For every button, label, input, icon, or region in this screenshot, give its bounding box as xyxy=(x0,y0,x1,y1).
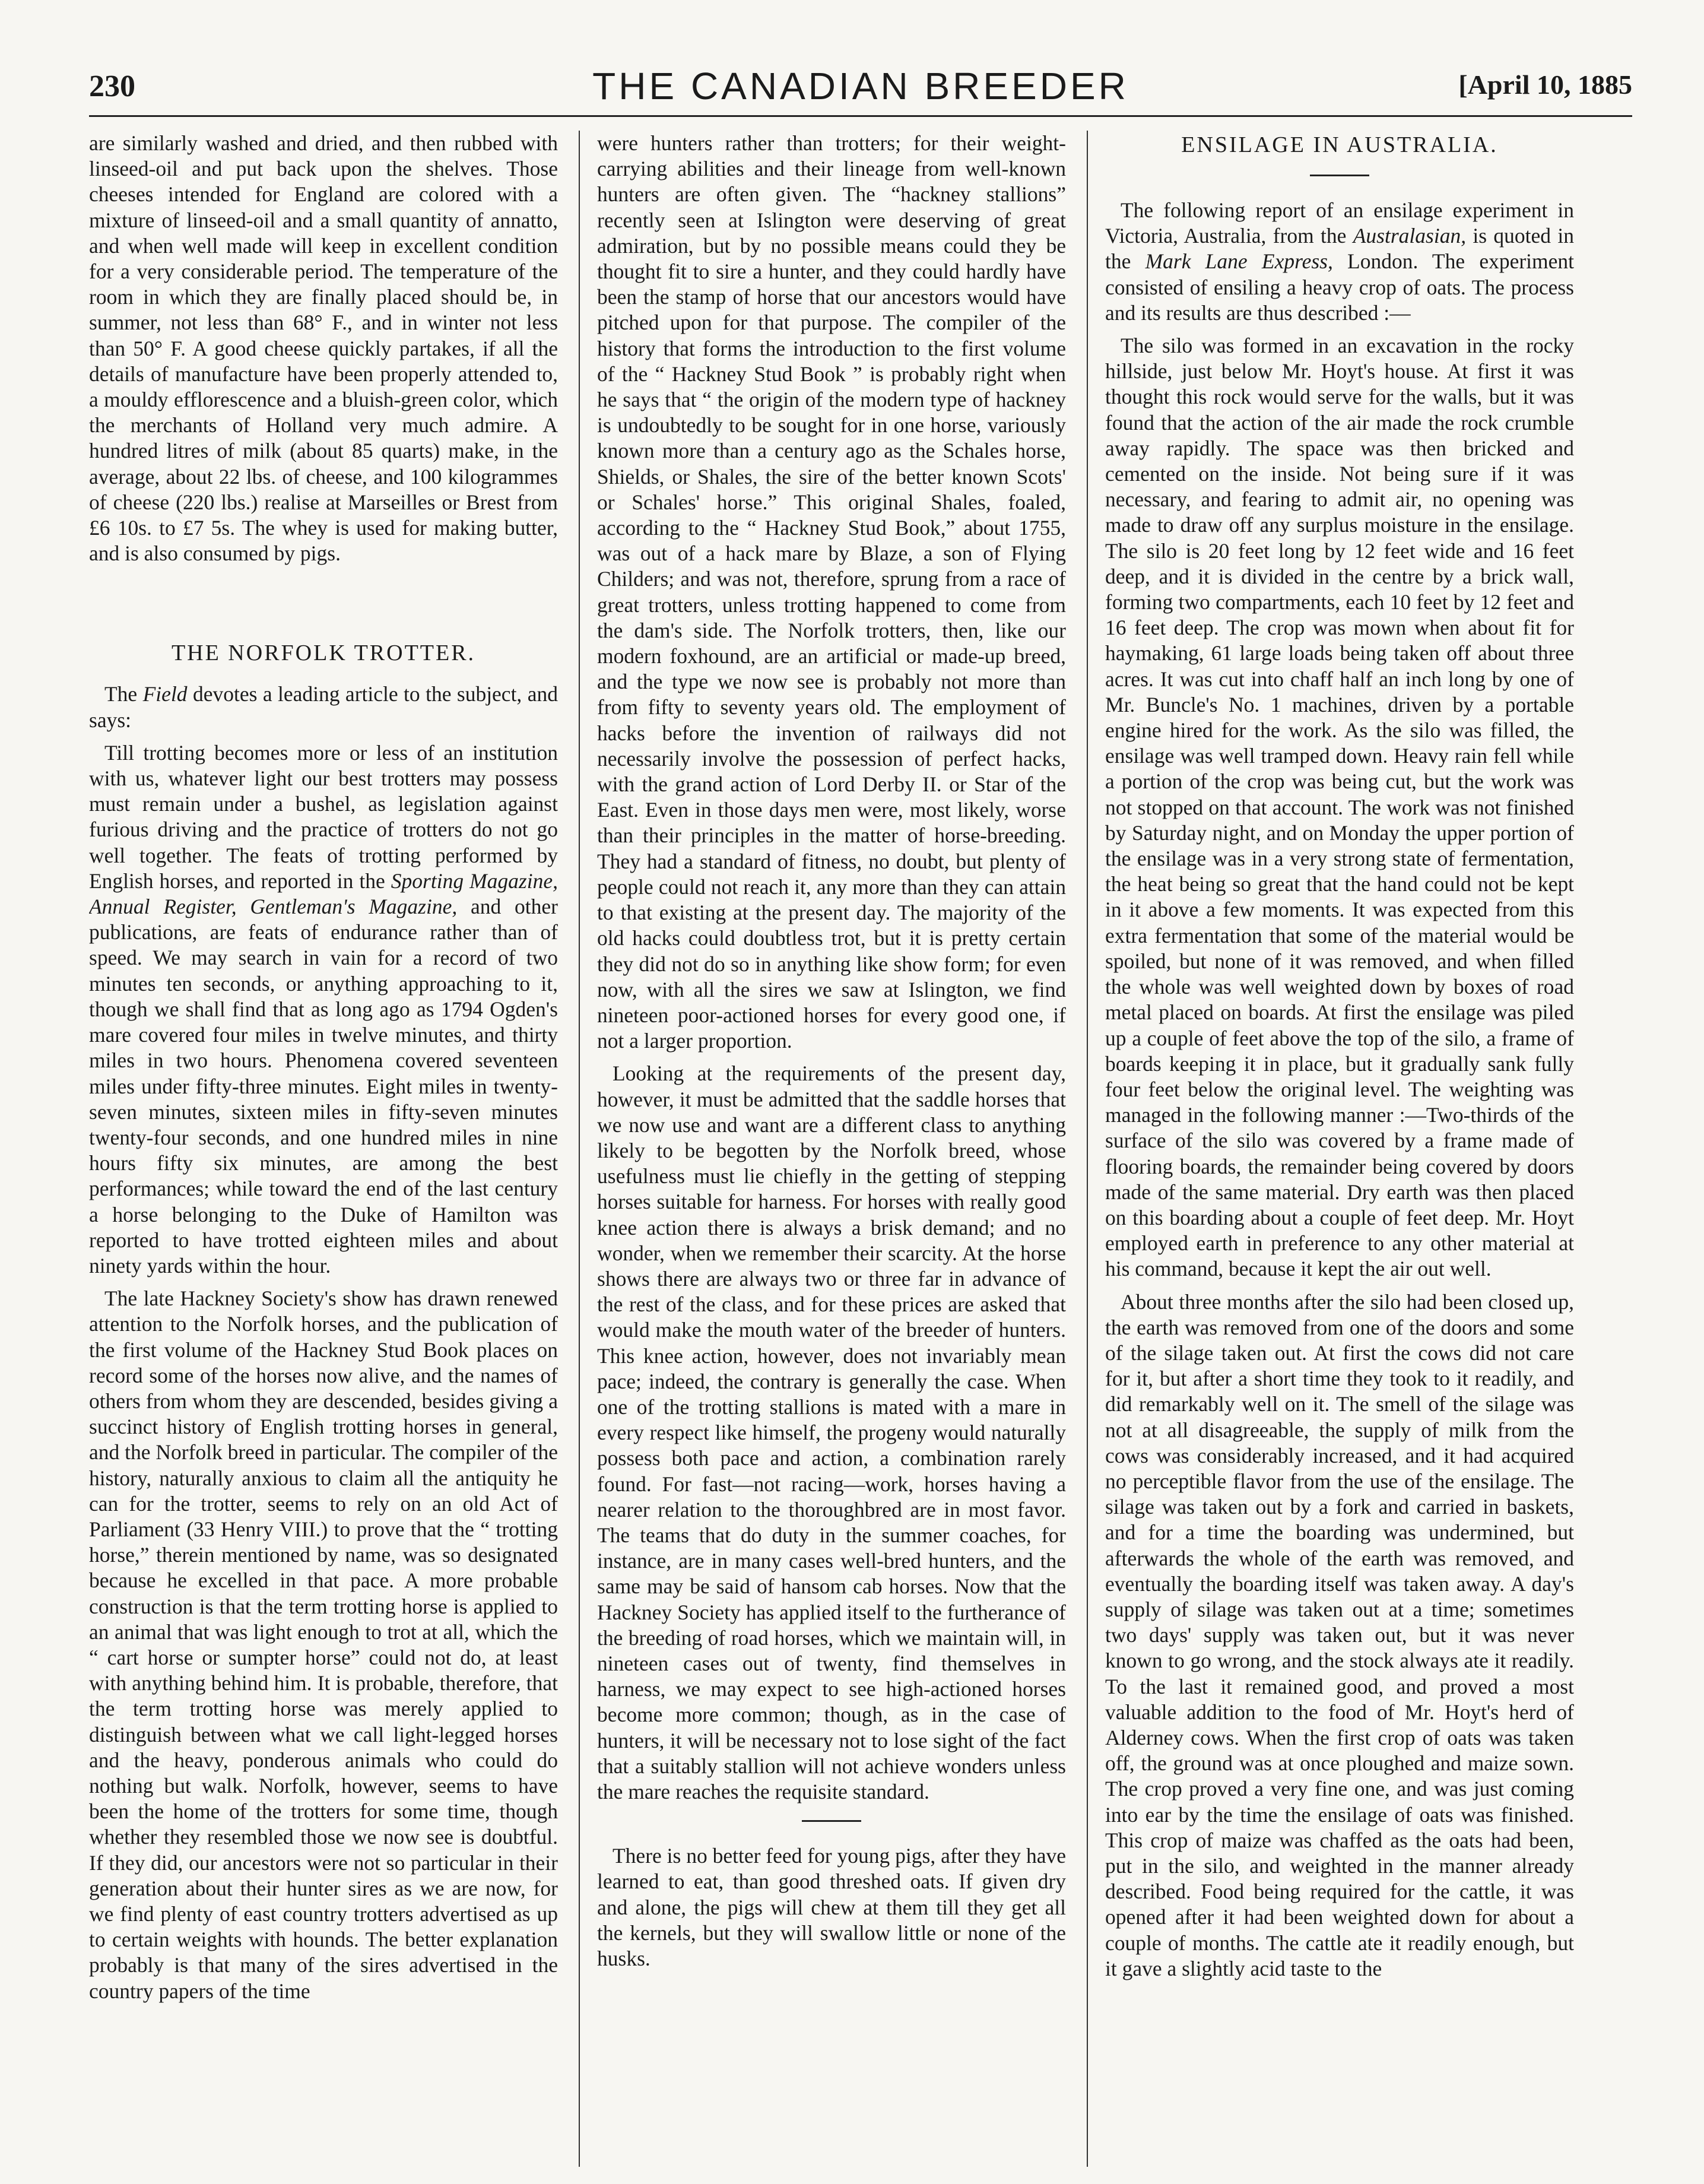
paragraph: are similarly washed and dried, and then rubbed with linseed-oil and put back upon the shelves. Those cheeses intended for England are colored with a mixture of linseed-oil and a small quantity of annatto, and when well made will keep in excellent condition for a very considerable period. The temperature of the room in which they are finally placed should be, in summer, not less than 68° F., and in winter not less than 50° F. A good cheese quickly partakes, if all the details of manufacture have been properly attended to, a mouldy efflorescence and a bluish-green color, which the merchants of Holland very much admire. A hundred litres of milk (about 85 quarts) make, in the average, about 22 lbs. of cheese, and 100 kilogrammes of cheese (220 lbs.) realise at Marseilles or Brest from £6 10s. to £7 5s. The whey is used for making butter, and is also consumed by pigs. xyxy=(89,131,558,566)
paragraph: The following report of an ensilage experiment in Victoria, Australia, from the Australasian, is quoted in the Mark Lane Express, London. The experiment consisted of ensiling a heavy crop of oats. The process and its results are thus described :— xyxy=(1105,198,1574,325)
column-2 xyxy=(597,131,1066,2161)
masthead-title: THE CANADIAN BREEDER xyxy=(592,65,1129,107)
article-heading: THE NORFOLK TROTTER. xyxy=(171,641,476,666)
heading-divider xyxy=(1310,175,1369,176)
article-heading: ENSILAGE IN AUSTRALIA. xyxy=(1181,132,1498,157)
column-1 xyxy=(89,131,558,2161)
paragraph: The late Hackney Society's show has drawn renewed attention to the Norfolk horses, and the publication of the first volume of the Hackney Stud Book places on record some of the horses now alive, and the names of others from whom they are descended, besides giving a succinct history of English trotting horses in general, and the Norfolk breed in particular. The compiler of the history, naturally anxious to claim all the antiquity he can for the trotter, seems to rely on an old Act of Parliament (33 Henry VIII.) to prove that the “ trotting horse,” therein mentioned by name, was so designated because he excelled in that pace. A more probable construction is that the term trotting horse is applied to an animal that was light enough to trot at all, which the “ cart horse or sumpter horse” could not do, at least with anything behind him. It is probable, therefore, that the term trotting horse was merely applied to distinguish between what we call light-legged horses and the heavy, ponderous animals who could do nothing but walk. Norfolk, however, seems to have been the home of the trotters for some time, though whether they resembled those we now see is doubtful. If they did, our ancestors were not so particular in their generation about their hunter sires as we are now, for we find plenty of east country trotters advertised as up to certain weights with hounds. The better explanation probably is that many of the sires advertised in the country papers of the time xyxy=(89,1286,558,2003)
paragraph: There is no better feed for young pigs, after they have learned to eat, than good threshed oats. If given dry and alone, the pigs will chew at them till they get all the kernels, but they will swallow little or none of the husks. xyxy=(597,1844,1066,1971)
paragraph: The Field devotes a leading article to the subject, and says: xyxy=(89,682,558,732)
paragraph: Till trotting becomes more or less of an institution with us, whatever light our best trotters may possess must remain under a bushel, as legislation against furious driving and the practice of trotters do not go well together. The feats of trotting performed by English horses, and reported in the Sporting Magazine, Annual Register, Gentleman's Magazine, and other publications, are feats of endurance rather than of speed. We may search in vain for a record of two minutes ten seconds, or anything approaching to it, though we shall find that as long ago as 1794 Ogden's mare covered four miles in twelve minutes, and thirty miles in two hours. Phenomena covered seventeen miles under fifty-three minutes. Eight miles in twenty-seven minutes, sixteen miles in fifty-seven minutes twenty-four seconds, and one hundred miles in nine hours fifty six minutes, are among the best performances; while toward the end of the last century a horse belonging to the Duke of Hamilton was reported to have trotted eighteen miles and about ninety yards within the hour. xyxy=(89,740,558,1278)
paragraph: were hunters rather than trotters; for their weight-carrying abilities and their lineage from well-known hunters are often given. The “hackney stallions” recently seen at Islington were deserving of great admiration, but by no possible means could they be thought fit to sire a hunter, and they could hardly have been the stamp of horse that our ancestors would have pitched upon for that purpose. The compiler of the history that forms the introduction to the first volume of the “ Hackney Stud Book ” is probably right when he says that “ the origin of the modern type of hackney is undoubtedly to be sought for in one horse, variously known more than a century ago as the Schales horse, Shields, or Shales, the sire of the better known Scots' or Schales' horse.” This original Shales, foaled, according to the “ Hackney Stud Book,” about 1755, was out of a hack mare by Blaze, a son of Flying Childers; and was not, therefore, sprung from a race of great trotters, unless trotting happened to come from the dam's side. The Norfolk trotters, then, like our modern foxhound, are an artificial or made-up breed, and the type we now see is probably not more than from fifty to seventy years old. The employment of hacks before the invention of railways did not necessarily involve the possession of perfect hacks, with the grand action of Lord Derby II. or Star of the East. Even in those days men were, most likely, worse than their principles in the matter of horse-breeding. They had a standard of fitness, no doubt, but plenty of people could not reach it, any more than they can attain to that existing at the present day. The majority of the old hacks could doubtless trot, but it is pretty certain they did not do so in anything like show form; for even now, with all the sires we saw at Islington, we find nineteen poor-actioned horses for every good one, if not a larger proportion. xyxy=(597,131,1066,1053)
page-header xyxy=(89,64,1632,117)
paragraph: About three months after the silo had been closed up, the earth was removed from one of the doors and some of the silage taken out. At first the cows did not care for it, but after a short time they took to it readily, and did remarkably well on it. The smell of the silage was not at all disagreeable, the supply of milk from the cows was considerably increased, and it had acquired no perceptible flavor from the use of the ensilage. The silage was taken out by a fork and carried in baskets, and for a time the boarding was undermined, but afterwards the whole of the earth was removed, and eventually the boarding itself was taken away. A day's supply of silage was taken out at a time; sometimes two days' supply was taken out, but it was never known to go wrong, and the stock always ate it readily. To the last it remained good, and proved a most valuable addition to the food of Mr. Hoyt's herd of Alderney cows. When the first crop of oats was taken off, the ground was at once ploughed and maize sown. The crop proved a very fine one, and was just coming into ear by the time the ensilage of oats was finished. This crop of maize was chaffed as the oats had been, put in the silo, and weighted in the manner already described. Food being required for the cattle, it was opened after it had been weighted down for about a couple of months. The cattle ate it readily enough, but it gave a slightly acid taste to the xyxy=(1105,1289,1574,1980)
paragraph: The silo was formed in an excavation in the rocky hillside, just below Mr. Hoyt's house. At first it was thought this rock would serve for the walls, but it was found that the action of the air made the rock crumble away rapidly. The space was then bricked and cemented on the inside. Not being sure if it was necessary, and fearing to admit air, no opening was made to draw off any surplus moisture in the ensilage. The silo is 20 feet long by 12 feet wide and 16 feet deep, and it is divided in the centre by a brick wall, forming two compartments, each 10 feet by 12 feet and 16 feet deep. The crop was mown when about fit for haymaking, 61 large loads being taken off about three acres. It was cut into chaff half an inch long by one of Mr. Buncle's No. 1 machines, driven by a portable engine hired for the work. As the silo was filled, the ensilage was well tramped down. Heavy rain fell while a portion of the crop was being cut, but the work was not stopped on that account. The work was not finished by Saturday night, and on Monday the upper portion of the ensilage was in a very strong state of fermentation, the heat being so great that the hand could not be kept in it above a few moments. It was expected from this extra fermentation that some of the material would be spoiled, but none of it was removed, and when filled the whole was well weighted down by boxes of road metal placed on boards. At first the ensilage was piled up a couple of feet above the top of the silo, a frame of boards keeping it in place, but it gradually sank fully four feet below the original level. The weighting was managed in the following manner :—Two-thirds of the surface of the silo was covered by a frame made of flooring boards, the remainder being covered by doors made of the same material. Dry earth was then placed on this boarding about a couple of feet deep. Mr. Hoyt employed earth in preference to any other material at his command, because it kept the air out well. xyxy=(1105,334,1574,1281)
column-divider xyxy=(1087,131,1088,2167)
paragraph: Looking at the requirements of the present day, however, it must be admitted that the saddle horses that we now use and want are a different class to anything likely to be begotten by the Norfolk breed, whose usefulness must lie chiefly in the getting of stepping horses suitable for harness. For horses with really good knee action there is always a brisk demand; and no wonder, when we remember their scarcity. At the horse shows there are always two or three far in advance of the rest of the class, and for these prices are asked that would make the mouth water of the breeder of hunters. This knee action, however, does not invariably mean pace; indeed, the contrary is generally the case. When one of the trotting stallions is mated with a mare in every respect like himself, the progeny would naturally possess both pace and action, a combination rarely found. For fast—not racing—work, horses having a nearer relation to the thoroughbred are in most favor. The teams that do duty in the summer coaches, for instance, are in many cases well-bred hunters, and the same may be said of hansom cab horses. Now that the Hackney Society has applied itself to the furtherance of the breeding of road horses, which we maintain will, in nineteen cases out of twenty, find themselves in harness, we may expect to see high-actioned horses become more common; though, as in the case of hunters, it will be necessary not to lose sight of the fact that a suitably stallion will not achieve wonders unless the mare reaches the requisite standard. xyxy=(597,1061,1066,1803)
column-divider xyxy=(579,131,580,2167)
issue-date: [April 10, 1885 xyxy=(1458,69,1632,100)
section-divider xyxy=(802,1820,861,1822)
page-number: 230 xyxy=(89,69,135,103)
column-3 xyxy=(1105,131,1574,2161)
